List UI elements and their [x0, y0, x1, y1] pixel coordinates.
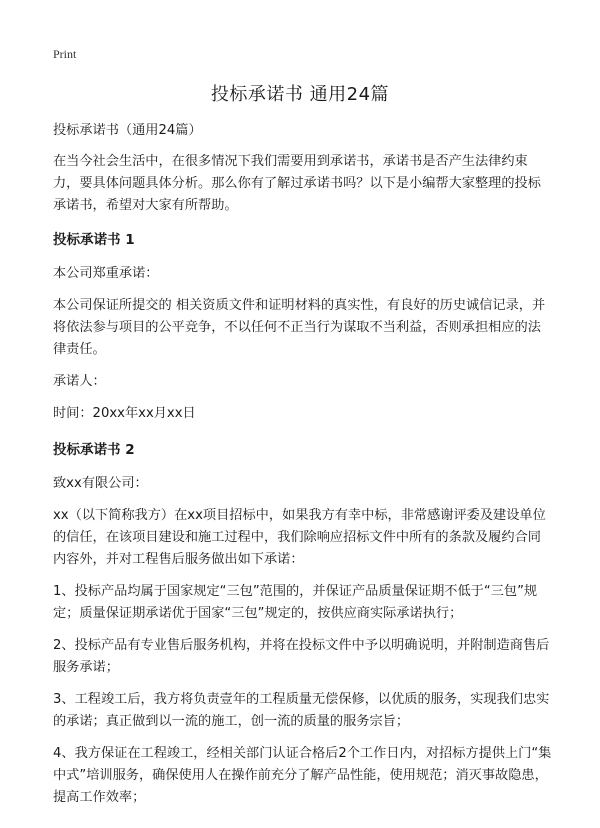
section-1-signer: 承诺人：: [53, 374, 106, 389]
section-1-body: 本公司保证所提交的 相关资质文件和证明材料的真实性，有良好的历史诚信记录，并将依法参与项目的公平竞争，不以任何不正当行为谋取不当利益，否则承担相应的法律责任。: [53, 298, 546, 357]
section-2-heading: 投标承诺书 2: [53, 442, 135, 458]
section-2-salutation: 致xx有限公司：: [53, 476, 148, 491]
section-2-item-3: 3、工程竣工后，我方将负责壹年的工程质量无偿保修，以优质的服务，实现我们忠实的承诺；真正做到以一流的施工，创一流的质量的服务宗旨；: [53, 692, 550, 729]
section-2-item-4: 4、我方保证在工程竣工，经相关部门认证合格后2个工作日内，对招标方提供上门“集中式”培训服务，确保使用人在操作前充分了解产品性能，使用规范；消灭事故隐患，提高工作效率；: [53, 746, 552, 805]
print-label: Print: [53, 47, 77, 61]
intro-paragraph: 在当今社会生活中，在很多情况下我们需要用到承诺书，承诺书是否产生法律约束力，要具体问题具体分析。那么你有了解过承诺书吗？以下是小编帮大家整理的投标承诺书，希望对大家有所帮助。: [53, 154, 541, 213]
section-1-salutation: 本公司郑重承诺：: [53, 266, 159, 281]
section-2-item-1: 1、投标产品均属于国家规定“三包”范围的，并保证产品质量保证期不低于“三包”规定；质量保证期承诺优于国家“三包”规定的，按供应商实际承诺执行；: [53, 584, 538, 621]
document-subtitle: 投标承诺书（通用24篇）: [53, 123, 202, 138]
section-2-body: xx（以下简称我方）在xx项目招标中，如果我方有幸中标，非常感谢评委及建设单位的信任，在该项目建设和施工过程中，我们除响应招标文件中所有的条款及履约合同内容外，并对工程售后服务做出如下承诺：: [53, 508, 546, 567]
section-1-time: 时间：20xx年xx月xx日: [53, 406, 196, 421]
section-2-item-2: 2、投标产品有专业售后服务机构，并将在投标文件中予以明确说明，并附制造商售后服务承诺；: [53, 638, 550, 675]
section-1-heading: 投标承诺书 1: [53, 232, 135, 248]
document-body: [53, 120, 553, 819]
document-title: 投标承诺书 通用24篇: [210, 84, 390, 105]
